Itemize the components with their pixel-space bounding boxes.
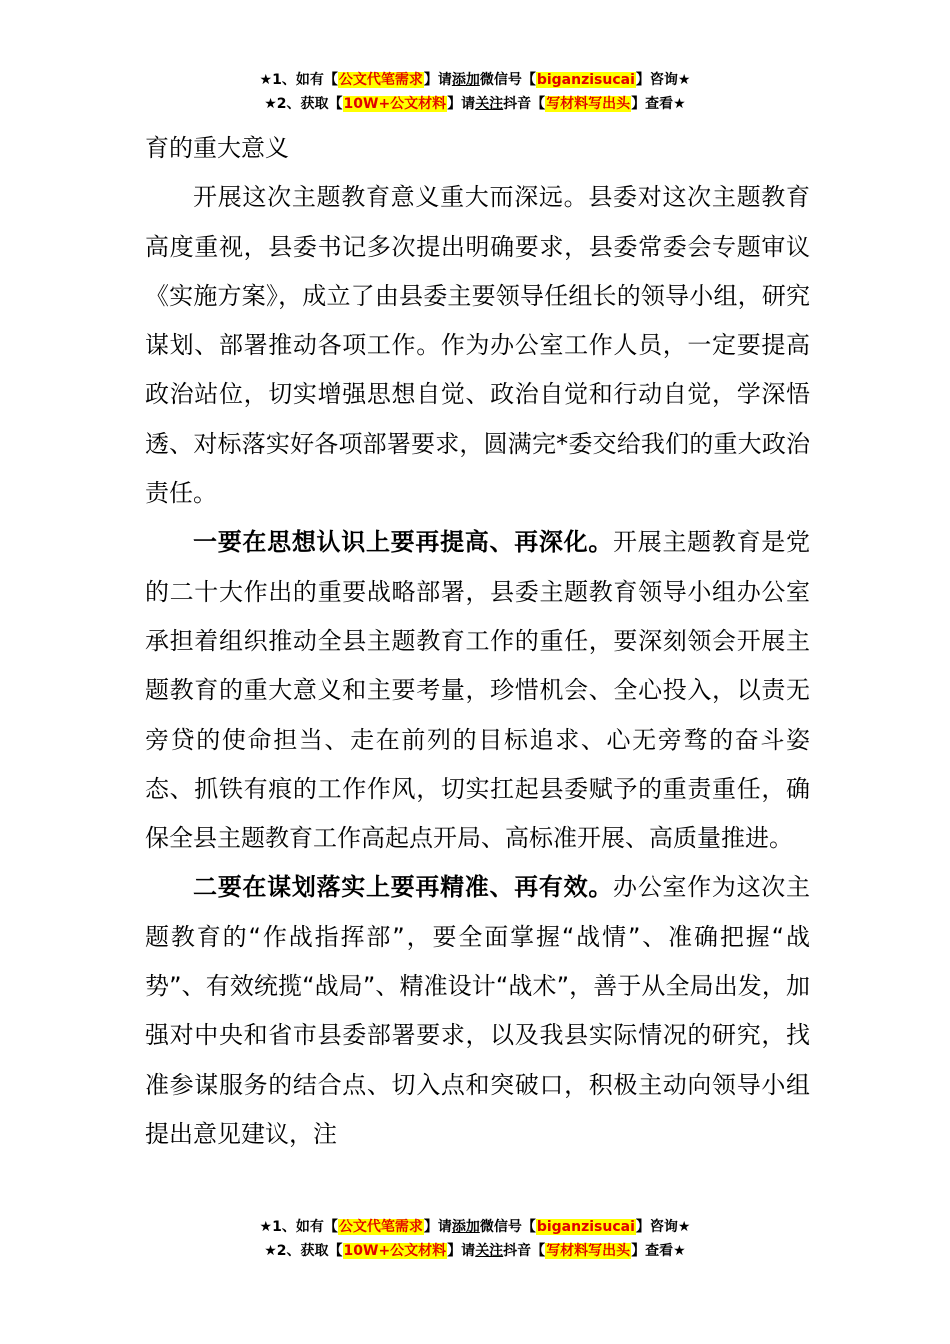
highlight-douyin-id: 写材料写出头 [546,96,631,112]
highlight-service: 公文代笔需求 [338,72,423,88]
highlight-wechat-id: biganzisucai [536,1219,635,1235]
highlight-douyin-id: 写材料写出头 [546,1243,631,1259]
point-2-body: 办公室作为这次主题教育的“作战指挥部”，要全面掌握“战情”、准确把握“战势”、有效统揽“战局”、精准设计“战术”，善于从全局出发，加强对中央和省市县委部署要求，以及我县实际情况的研究，找准参谋服务的结合点、切入点和突破口，积极主动向领导小组提出意见建议，注 [145,873,811,1148]
document-body [145,124,810,1159]
point-2-heading: 二要在谋划落实上要再精准、再有效。 [193,873,614,902]
banner-line-1: ★1、如有【公文代笔需求】请添加微信号【biganzisucai】咨询★ [259,72,691,88]
banner-line-2: ★2、获取【10W+公文材料】请关注抖音【写材料写出头】查看★ [264,96,686,112]
footer-banner [0,1215,950,1263]
paragraph-continuation: 育的重大意义 [145,134,289,162]
banner-line-2: ★2、获取【10W+公文材料】请关注抖音【写材料写出头】查看★ [264,1243,686,1259]
paragraph-intro: 开展这次主题教育意义重大而深远。县委对这次主题教育高度重视，县委书记多次提出明确要求，县委常委会专题审议《实施方案》，成立了由县委主要领导任组长的领导小组，研究谋划、部署推动各项工作。作为办公室工作人员，一定要提高政治站位，切实增强思想自觉、政治自觉和行动自觉，学深悟透、对标落实好各项部署要求，圆满完*委交给我们的重大政治责任。 [145,183,810,508]
header-banner [0,68,950,116]
highlight-wechat-id: biganzisucai [536,72,635,88]
banner-line-1: ★1、如有【公文代笔需求】请添加微信号【biganzisucai】咨询★ [259,1219,691,1235]
highlight-materials: 10W+公文材料 [343,96,447,112]
paragraph-point-2 [145,863,810,1159]
highlight-materials: 10W+公文材料 [343,1243,447,1259]
paragraph-point-1 [145,518,810,863]
highlight-service: 公文代笔需求 [338,1219,423,1235]
point-1-heading: 一要在思想认识上要再提高、再深化。 [193,528,614,557]
point-1-body: 开展主题教育是党的二十大作出的重要战略部署，县委主题教育领导小组办公室承担着组织推动全县主题教育工作的重任，要深刻领会开展主题教育的重大意义和主要考量，珍惜机会、全心投入，以责无旁贷的使命担当、走在前列的目标追求、心无旁骛的奋斗姿态、抓铁有痕的工作作风，切实扛起县委赋予的重责重任，确保全县主题教育工作高起点开局、高标准开展、高质量推进。 [145,528,811,853]
